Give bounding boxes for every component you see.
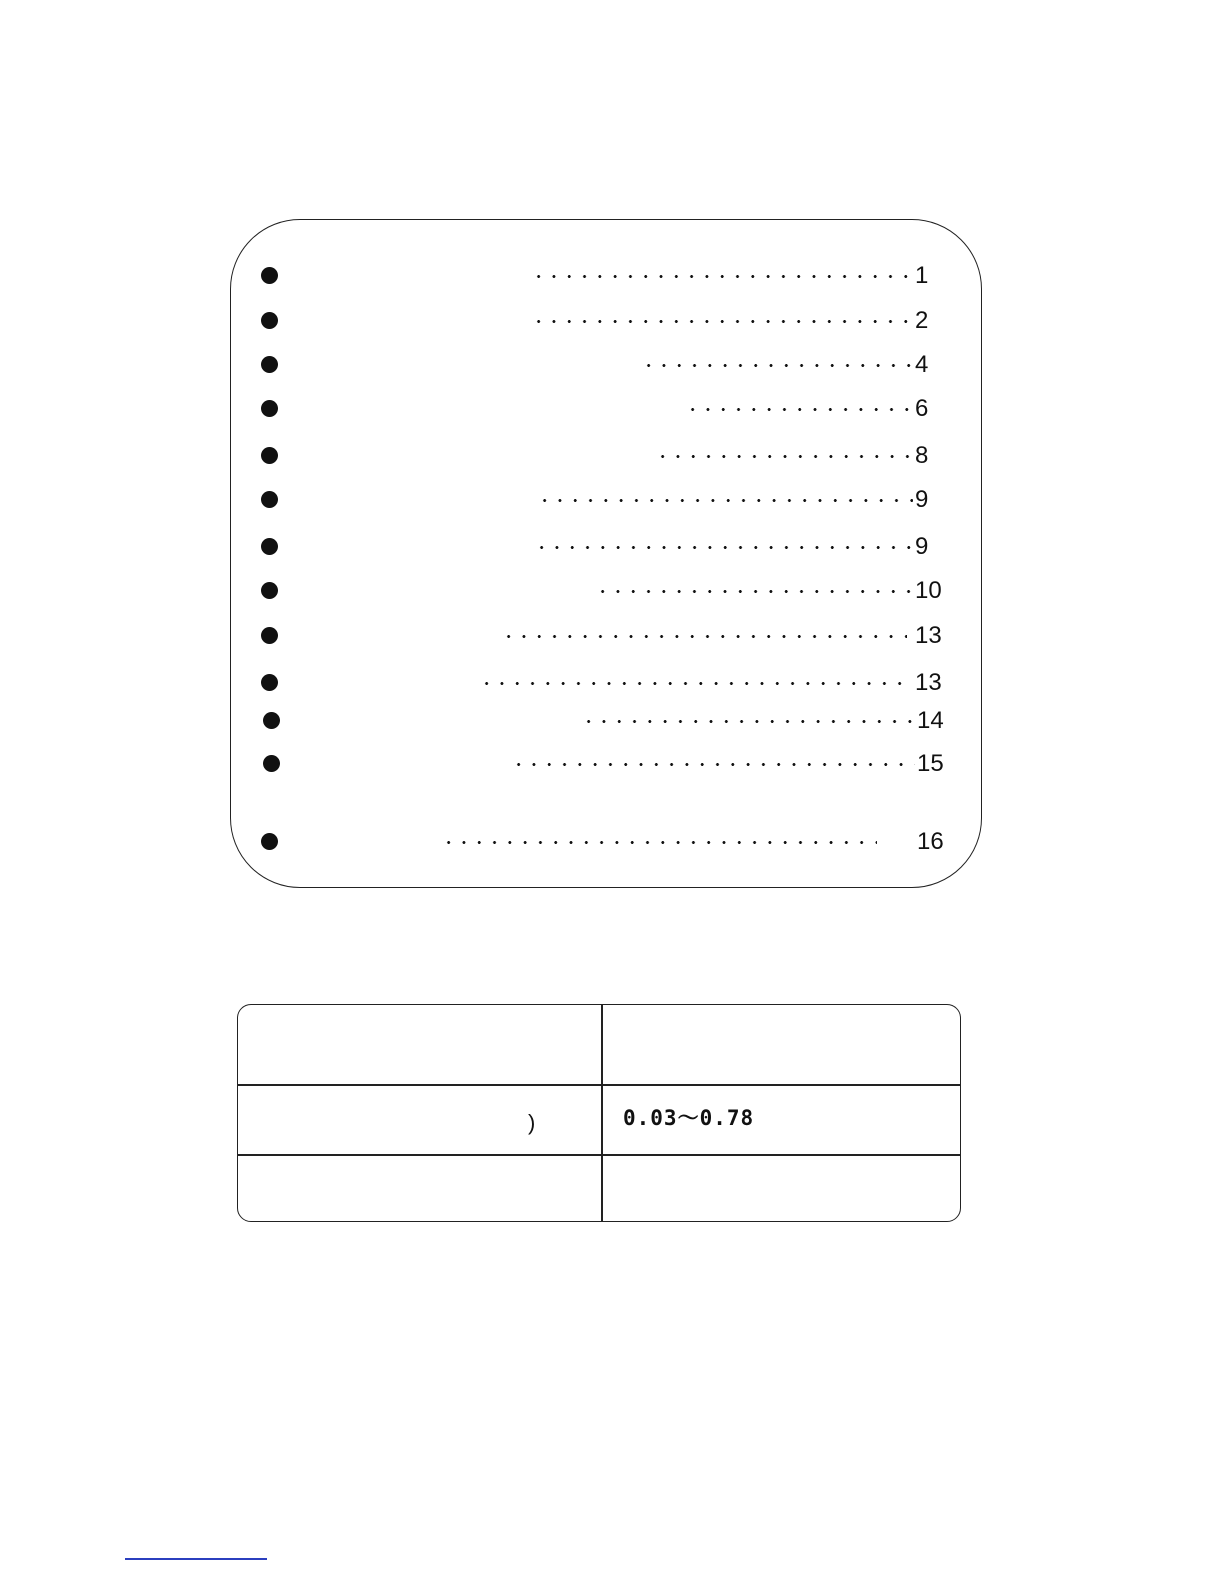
spec-row-label-suffix: )	[528, 1110, 536, 1135]
bullet-icon	[263, 712, 280, 729]
footer-link-underline[interactable]	[125, 1558, 267, 1560]
toc-page-number: 10	[915, 577, 942, 604]
toc-entry[interactable]	[231, 394, 981, 424]
toc-entry[interactable]	[231, 485, 981, 515]
bullet-icon	[261, 267, 278, 284]
toc-page-number: 16	[917, 828, 944, 855]
toc-page-number: 9	[915, 533, 929, 560]
toc-page-number: 8	[915, 442, 929, 469]
toc-entry[interactable]	[231, 532, 981, 562]
toc-entry[interactable]	[231, 621, 981, 651]
bullet-icon	[261, 356, 278, 373]
table-column-divider	[601, 1005, 603, 1221]
bullet-icon	[261, 538, 278, 555]
table-of-contents	[230, 219, 982, 888]
toc-page-number: 9	[915, 486, 929, 513]
toc-entry[interactable]	[231, 441, 981, 471]
dot-leader	[655, 455, 913, 458]
toc-page-number: 13	[915, 622, 942, 649]
toc-page-number: 6	[915, 395, 929, 422]
table-row-divider	[238, 1084, 960, 1086]
dot-leader	[479, 682, 913, 685]
bullet-icon	[261, 447, 278, 464]
table-row-divider	[238, 1154, 960, 1156]
bullet-icon	[261, 833, 278, 850]
dot-leader	[441, 841, 877, 844]
dot-leader	[531, 320, 909, 323]
dot-leader	[685, 408, 913, 411]
spec-row-value: 0.03～0.78	[623, 1106, 755, 1130]
dot-leader	[581, 720, 913, 723]
toc-entry[interactable]	[231, 261, 981, 291]
toc-page-number: 15	[917, 750, 944, 777]
toc-page-number: 2	[915, 307, 929, 334]
bullet-icon	[261, 582, 278, 599]
toc-entry[interactable]	[231, 576, 981, 606]
toc-entry[interactable]	[231, 350, 981, 380]
dot-leader	[511, 763, 915, 766]
toc-entry[interactable]	[231, 749, 981, 779]
dot-leader	[537, 499, 913, 502]
toc-entry[interactable]	[231, 306, 981, 336]
spec-table	[237, 1004, 961, 1222]
bullet-icon	[261, 400, 278, 417]
dot-leader	[595, 590, 913, 593]
toc-page-number: 1	[915, 262, 929, 289]
bullet-icon	[261, 627, 278, 644]
dot-leader	[534, 546, 913, 549]
toc-page-number: 4	[915, 351, 929, 378]
toc-page-number: 14	[917, 707, 944, 734]
dot-leader	[641, 364, 913, 367]
dot-leader	[531, 275, 909, 278]
toc-entry[interactable]	[231, 668, 981, 698]
toc-entry[interactable]	[231, 706, 981, 736]
toc-entry[interactable]	[231, 827, 981, 857]
toc-page-number: 13	[915, 669, 942, 696]
bullet-icon	[261, 312, 278, 329]
bullet-icon	[263, 755, 280, 772]
dot-leader	[501, 635, 907, 638]
bullet-icon	[261, 674, 278, 691]
bullet-icon	[261, 491, 278, 508]
